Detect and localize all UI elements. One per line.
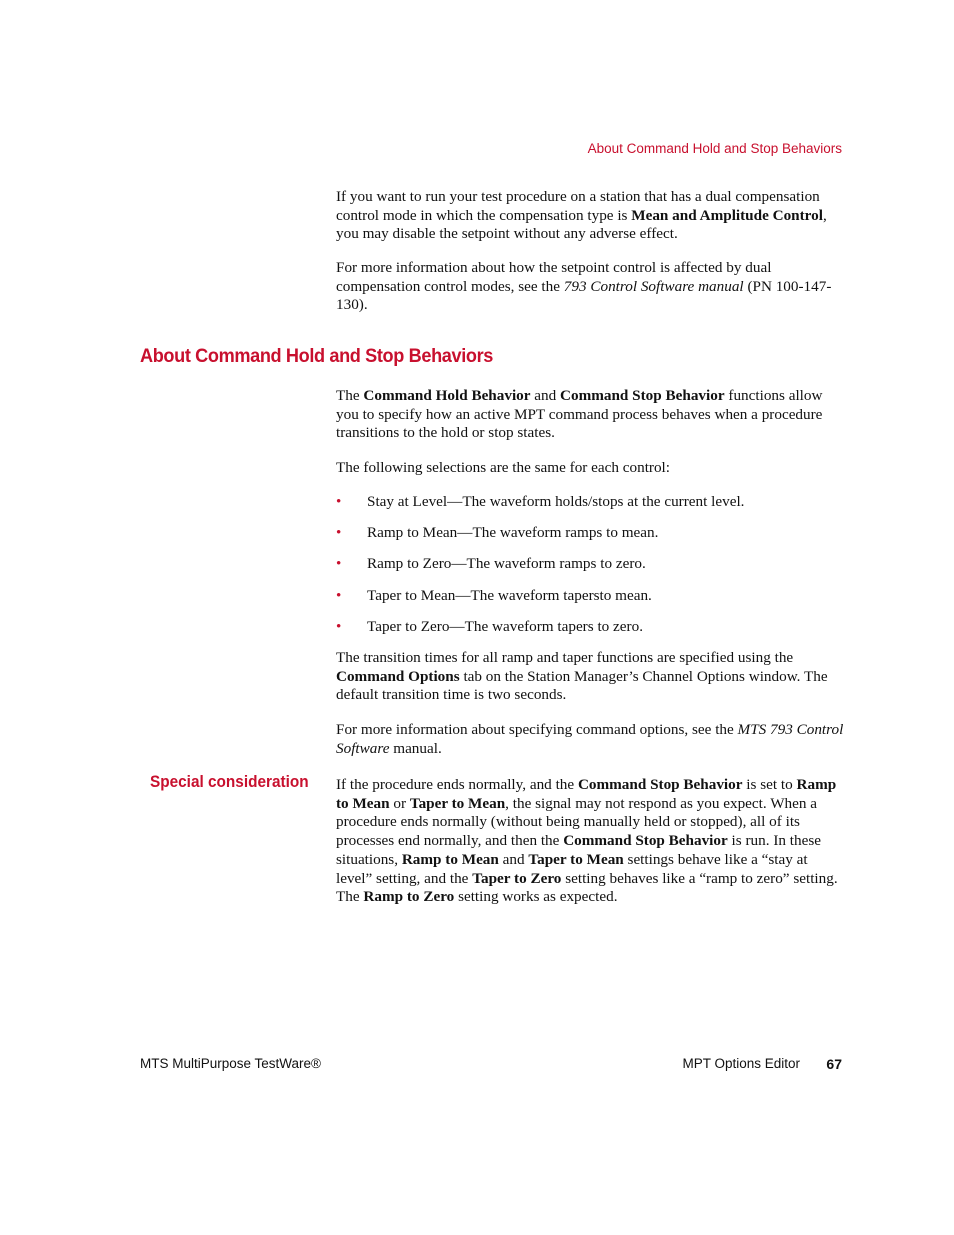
bold-term: Taper to Zero	[472, 869, 562, 887]
text-run: settings behave like a “stay at level” setting, and the	[336, 850, 808, 887]
footer-chapter-name: MPT Options Editor	[682, 1056, 800, 1071]
text-run: If you want to run your test procedure on a station that has a dual compensation control mode in which the compensation type is	[336, 188, 820, 224]
section-paragraph-2: The following selections are the same for each control:	[336, 459, 670, 476]
text-run: The transition times for all ramp and taper functions are specified using the	[336, 649, 794, 666]
running-header: About Command Hold and Stop Behaviors	[587, 141, 842, 156]
bold-term: Command Options	[336, 667, 460, 685]
list-item-text: Ramp to Mean—The waveform ramps to mean.	[367, 524, 659, 541]
bullet-icon: •	[336, 493, 342, 510]
text-run: , you may disable the setpoint without any adverse effect.	[336, 206, 827, 243]
text-run: For more information about specifying command options, see the	[336, 721, 738, 738]
bold-term: Command Stop Behavior	[577, 776, 743, 793]
intro-paragraph-1	[336, 188, 844, 244]
text-run: and	[530, 387, 561, 404]
bold-term: Ramp to Zero	[363, 888, 455, 906]
list-item-text: Stay at Level—The waveform holds/stops at the current level.	[367, 493, 745, 510]
section-heading: About Command Hold and Stop Behaviors	[140, 345, 493, 367]
bullet-icon: •	[336, 618, 342, 635]
bold-term: Taper to Mean	[528, 850, 624, 868]
list-item-text: Taper to Mean—The waveform tapersto mean.	[367, 587, 652, 604]
text-run: tab on the Station Manager’s Channel Options window. The default transition time is two seconds.	[336, 667, 828, 704]
bold-term: Taper to Mean	[409, 794, 506, 812]
text-run: is run. In these situations,	[336, 832, 821, 868]
section-paragraph-4	[336, 721, 844, 758]
text-run: setting works as expected.	[454, 888, 618, 906]
text-run: The	[336, 387, 364, 404]
bullet-icon: •	[336, 524, 342, 541]
text-run: setting behaves like a “ramp to zero” setting. The	[336, 869, 838, 906]
page-number: 67	[826, 1056, 842, 1072]
section-paragraph-3	[336, 649, 844, 705]
list-item-text: Taper to Zero—The waveform tapers to zero.	[367, 618, 643, 635]
manual-title: 793 Control Software manual	[563, 277, 744, 295]
text-run: If the procedure ends normally, and the	[336, 776, 578, 793]
bold-term: Command Hold Behavior	[363, 387, 531, 404]
section-paragraph-1	[336, 387, 844, 443]
text-run: manual.	[389, 739, 442, 757]
intro-paragraph-2	[336, 259, 844, 315]
subsection-heading: Special consideration	[150, 773, 309, 791]
text-run: functions allow you to specify how an active MPT command process behaves when a procedure transitions to the hold or stop states.	[336, 387, 823, 442]
bold-term: Command Stop Behavior	[560, 387, 725, 404]
bullet-icon: •	[336, 587, 342, 604]
text-run: For more information about how the setpoint control is affected by dual compensation control modes, see the	[336, 259, 772, 295]
bold-term: Ramp to Mean	[336, 776, 837, 812]
text-run: (PN 100-147-130).	[336, 277, 832, 314]
footer-product-name: MTS MultiPurpose TestWare®	[140, 1056, 321, 1071]
bold-term: Command Stop Behavior	[563, 832, 728, 850]
bold-term: Ramp to Mean	[401, 850, 499, 868]
text-run: is set to	[742, 776, 797, 793]
special-consideration-paragraph	[336, 776, 844, 907]
text-run: , the signal may not respond as you expect. When a procedure ends normally (without being manually held or stopped), all of its processes end normally, and then the	[336, 794, 817, 850]
text-run: or	[389, 794, 410, 812]
list-item-text: Ramp to Zero—The waveform ramps to zero.	[367, 555, 646, 572]
manual-title: MTS 793 Control Software	[336, 721, 844, 757]
bold-term: Mean and Amplitude Control	[631, 206, 823, 224]
bullet-icon: •	[336, 555, 342, 572]
text-run: and	[498, 850, 529, 868]
